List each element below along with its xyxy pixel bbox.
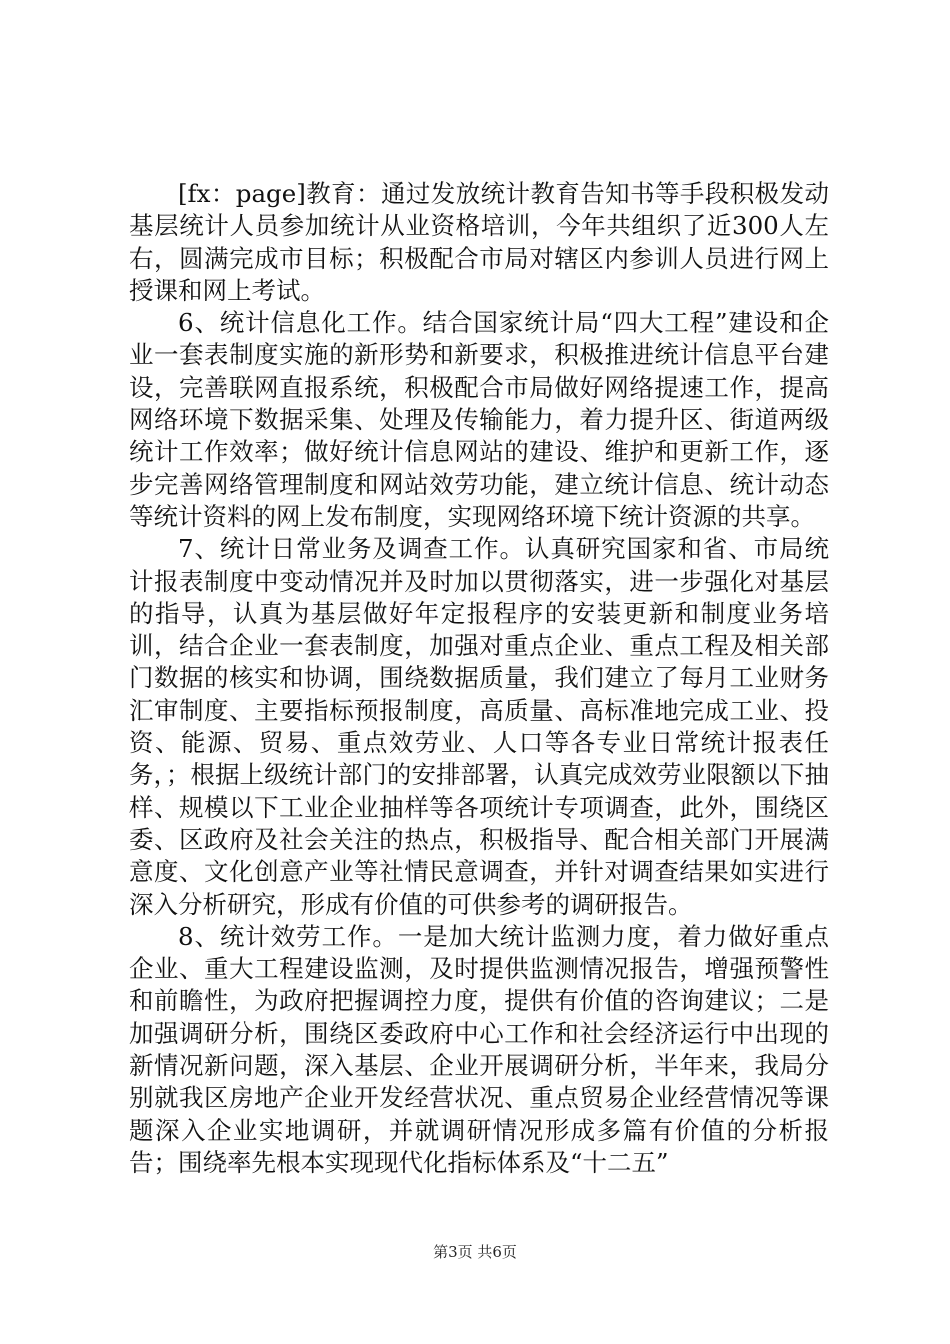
paragraph-daily-business-survey: 7、统计日常业务及调查工作。认真研究国家和省、市局统计报表制度中变动情况并及时加以贯彻落实，进一步强化对基层的指导，认真为基层做好年定报程序的安装更新和制度业务培训，结合企业一套表制度，加强对重点企业、重点工程及相关部门数据的核实和协调，围绕数据质量，我们建立了每月工业财务汇审制度、主要指标预报制度，高质量、高标准地完成工业、投资、能源、贸易、重点效劳业、人口等各专业日常统计报表任务，；根据上级统计部门的安排部署，认真完成效劳业限额以下抽样、规模以下工业企业抽样等各项统计专项调查，此外，围绕区委、区政府及社会关注的热点，积极指导、配合相关部门开展满意度、文化创意产业等社情民意调查，并针对调查结果如实进行深入分析研究，形成有价值的可供参考的调研报告。	[129, 534, 829, 919]
paragraph-informatization: 6、统计信息化工作。结合国家统计局“四大工程”建设和企业一套表制度实施的新形势和新要求，积极推进统计信息平台建设，完善联网直报系统，积极配合市局做好网络提速工作，提高网络环境下数据采集、处理及传输能力，着力提升区、街道两级统计工作效率；做好统计信息网站的建设、维护和更新工作，逐步完善网络管理制度和网站效劳功能，建立统计信息、统计动态等统计资料的网上发布制度，实现网络环境下统计资源的共享。	[129, 308, 829, 531]
paragraph-education: [fx：page]教育：通过发放统计教育告知书等手段积极发动基层统计人员参加统计从业资格培训，今年共组织了近300人左右，圆满完成市目标；积极配合市局对辖区内参训人员进行网上授课和网上考试。	[129, 179, 829, 305]
document-body	[129, 178, 829, 1179]
page-number-footer: 第3页 共6页	[433, 1243, 517, 1261]
paragraph-statistical-service: 8、统计效劳工作。一是加大统计监测力度，着力做好重点企业、重大工程建设监测，及时提供监测情况报告，增强预警性和前瞻性，为政府把握调控力度，提供有价值的咨询建议；二是加强调研分析，围绕区委政府中心工作和社会经济运行中出现的新情况新问题，深入基层、企业开展调研分析，半年来，我局分别就我区房地产企业开发经营状况、重点贸易企业经营情况等课题深入企业实地调研，并就调研情况形成多篇有价值的分析报告；围绕率先根本实现现代化指标体系及“十二五”	[129, 921, 829, 1177]
